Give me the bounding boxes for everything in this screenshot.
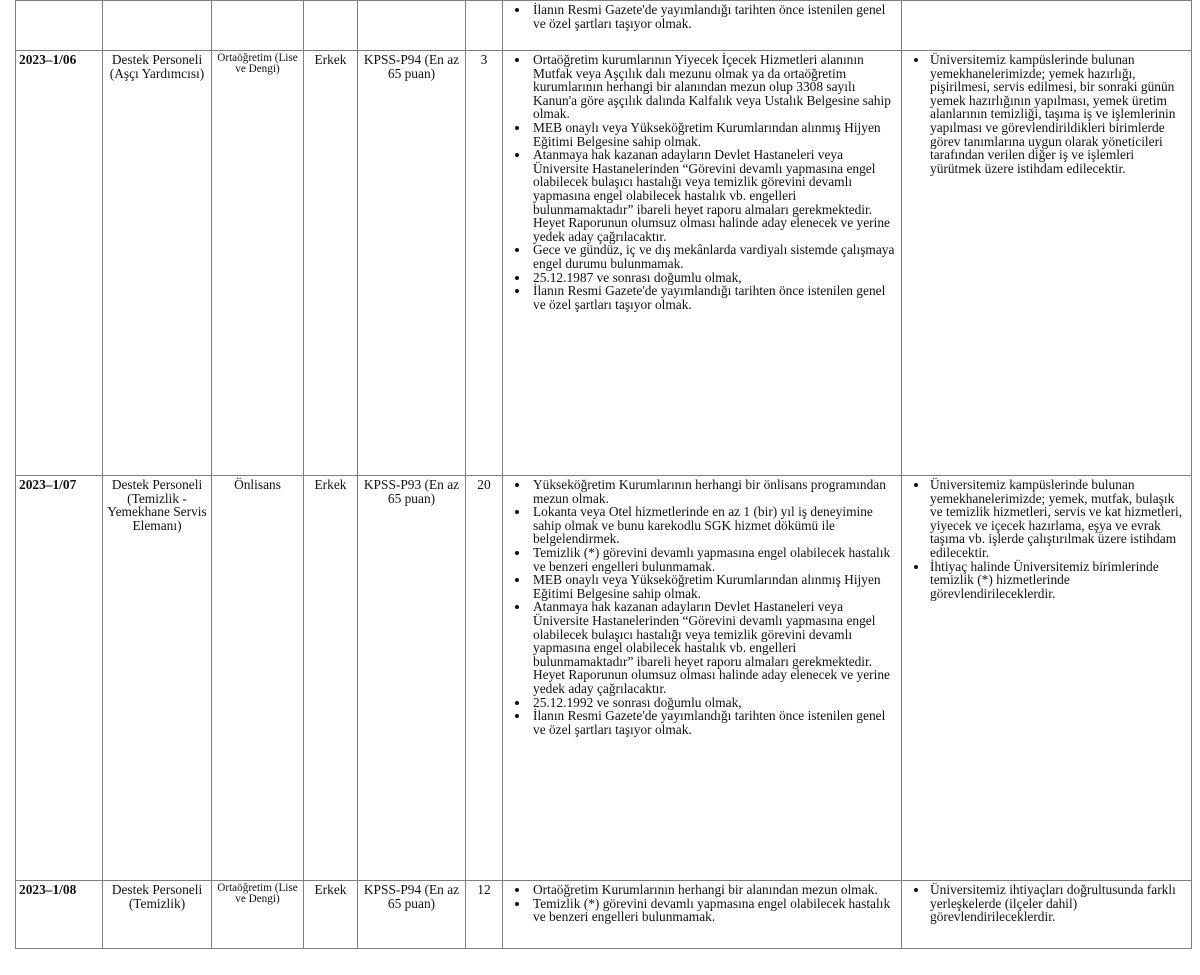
quantity-cell: 3 [466, 51, 503, 476]
position-title-cell: Destek Personeli (Temizlik - Yemekhane Servis Elemanı) [103, 476, 212, 881]
requirement-text: İlanın Resmi Gazete'de yayımlandığı tarihten önce istenilen genel ve özel şartları taşıyor olmak. [533, 708, 886, 737]
duties-list [905, 53, 1188, 175]
list-item [506, 478, 898, 505]
requirement-text: MEB onaylı veya Yükseköğretim Kurumlarından alınmış Hijyen Eğitimi Belgesine sahip olmak. [533, 119, 881, 149]
requirement-text: Temizlik (*) görevini devamlı yapmasına engel olabilecek hastalık ve benzeri engelleri bulunmamak. [533, 895, 891, 925]
duties-list [905, 883, 1188, 924]
bullet-icon [515, 276, 519, 280]
requirement-text: 25.12.1992 ve sonrası doğumlu olmak, [533, 694, 742, 710]
requirement-text: Lokanta veya Otel hizmetlerinde en az 1 (bir) yıl iş deneyimine sahip olmak ve bunu karekodlu SGK hizmet dökümü ile belgelendirmek. [533, 504, 873, 547]
position-title-cell: Destek Personeli (Aşçı Yardımcısı) [103, 51, 212, 476]
bullet-icon [914, 483, 918, 487]
requirement-text: Temizlik (*) görevini devamlı yapmasına engel olabilecek hastalık ve benzeri engelleri bulunmamak. [533, 544, 891, 574]
requirement-text: Gece ve gündüz, iç ve dış mekânlarda vardiyalı sistemde çalışmaya engel durumu bulunmamak. [533, 242, 895, 271]
duties-list [905, 478, 1188, 600]
education-level-cell: Ortaöğretim (Lise ve Dengi) [212, 881, 304, 949]
duties-cell [902, 881, 1192, 949]
job-positions-table [15, 0, 1192, 949]
list-item [506, 883, 898, 897]
requirement-text: İlanın Resmi Gazete'de yayımlandığı tarihten önce istenilen genel ve özel şartları taşıyor olmak. [533, 2, 886, 31]
quantity-cell: 20 [466, 476, 503, 881]
kpss-score-cell: KPSS-P93 (En az 65 puan) [358, 476, 466, 881]
position-code-cell: 2023–1/07 [16, 476, 103, 881]
requirements-list [506, 3, 898, 30]
requirements-list [506, 53, 898, 311]
education-level-cell: Ortaöğretim (Lise ve Dengi) [212, 51, 304, 476]
table-row [16, 476, 1192, 881]
list-item [506, 271, 898, 285]
job-requirements-document [15, 0, 1192, 949]
bullet-icon [515, 578, 519, 582]
list-item [905, 560, 1188, 601]
bullet-icon [515, 58, 519, 62]
education-level-cell [212, 1, 304, 51]
kpss-score-cell: KPSS-P94 (En az 65 puan) [358, 51, 466, 476]
bullet-icon [515, 551, 519, 555]
bullet-icon [515, 153, 519, 157]
quantity-cell [466, 1, 503, 51]
kpss-score-cell: KPSS-P94 (En az 65 puan) [358, 881, 466, 949]
bullet-icon [515, 483, 519, 487]
bullet-icon [515, 605, 519, 609]
list-item [506, 897, 898, 924]
quantity-cell: 12 [466, 881, 503, 949]
bullet-icon [914, 58, 918, 62]
list-item [905, 883, 1188, 924]
duties-cell [902, 51, 1192, 476]
bullet-icon [515, 888, 519, 892]
position-code-cell: 2023–1/06 [16, 51, 103, 476]
bullet-icon [515, 289, 519, 293]
bullet-icon [914, 565, 918, 569]
requirement-text: Atanmaya hak kazanan adayların Devlet Hastaneleri veya Üniversite Hastanelerinden “Görevini devamlı yapmasına engel olabilecek bulaşıcı hastalığı veya temizlik görevini devamlı yapmasına engel olabilecek hastalık vb. engelleri bulunmamaktadır” ibareli heyet raporu almaları gerekmektedir. Heyet Raporunun olumsuz olması halinde aday elenecek ve yerine yedek aday çağrılacaktır. [533, 599, 890, 696]
list-item [506, 53, 898, 121]
gender-cell: Erkek [304, 881, 358, 949]
gender-cell: Erkek [304, 476, 358, 881]
list-item [506, 709, 898, 736]
duty-text: Üniversitemiz ihtiyaçları doğrultusunda farklı yerleşkelerde (ilçeler dahil) görevlendirileceklerdir. [930, 882, 1176, 925]
list-item [506, 284, 898, 311]
position-title-cell: Destek Personeli (Temizlik) [103, 881, 212, 949]
requirement-text: Yükseköğretim Kurumlarının herhangi bir önlisans programından mezun olmak. [533, 477, 886, 506]
requirements-list [506, 478, 898, 736]
requirement-text: Ortaöğretim kurumlarının Yiyecek İçecek Hizmetleri alanının Mutfak veya Aşçılık dalı mezunu olmak ya da ortaöğretim kurumlarının herhangi bir alanından mezun olup 3308 sayılı Kanun'a göre aşçılık dalında Kalfalık veya Ustalık Belgesine sahip olmak. [533, 52, 891, 122]
bullet-icon [515, 8, 519, 12]
bullet-icon [515, 714, 519, 718]
table-row [16, 1, 1192, 51]
duties-cell [902, 1, 1192, 51]
list-item [506, 243, 898, 270]
list-item [506, 505, 898, 546]
kpss-score-cell [358, 1, 466, 51]
bullet-icon [914, 888, 918, 892]
gender-cell: Erkek [304, 51, 358, 476]
requirement-text: İlanın Resmi Gazete'de yayımlandığı tarihten önce istenilen genel ve özel şartları taşıyor olmak. [533, 283, 886, 312]
duties-cell [902, 476, 1192, 881]
list-item [905, 478, 1188, 560]
duty-text: İhtiyaç halinde Üniversitemiz birimlerinde temizlik (*) hizmetlerinde görevlendirileceklerdir. [930, 558, 1159, 601]
list-item [506, 3, 898, 30]
requirement-text: MEB onaylı veya Yükseköğretim Kurumlarından alınmış Hijyen Eğitimi Belgesine sahip olmak. [533, 572, 881, 601]
table-row [16, 51, 1192, 476]
list-item [506, 121, 898, 148]
position-code-cell [16, 1, 103, 51]
bullet-icon [515, 701, 519, 705]
requirement-text: 25.12.1987 ve sonrası doğumlu olmak, [533, 269, 742, 285]
requirement-text: Ortaöğretim Kurumlarının herhangi bir alanından mezun olmak. [533, 882, 878, 897]
requirements-cell [503, 51, 902, 476]
list-item [506, 696, 898, 710]
table-row [16, 881, 1192, 949]
gender-cell [304, 1, 358, 51]
list-item [905, 53, 1188, 175]
bullet-icon [515, 510, 519, 514]
duty-text: Üniversitemiz kampüslerinde bulunan yemekhanelerimizde; yemek hazırlığı, pişirilmesi, servis edilmesi, bir sonraki günün yemek hazırlığının yapılması, yemek üretim alanlarının temizliği, taşıma iş ve işlemlerinin yapılması ve görevlendirildikleri birimlerde görev tanımlarına uygun olarak yöneticileri tarafından verilen diğer iş ve işlemleri yürütmek üzere istihdam edilecektir. [930, 52, 1176, 176]
requirements-list [506, 883, 898, 924]
list-item [506, 600, 898, 695]
list-item [506, 148, 898, 243]
bullet-icon [515, 126, 519, 130]
bullet-icon [515, 902, 519, 906]
requirements-cell [503, 881, 902, 949]
position-title-cell [103, 1, 212, 51]
education-level-cell: Önlisans [212, 476, 304, 881]
list-item [506, 546, 898, 573]
requirements-cell [503, 1, 902, 51]
requirement-text: Atanmaya hak kazanan adayların Devlet Hastaneleri veya Üniversite Hastanelerinden “Görevini devamlı yapmasına engel olabilecek bulaşıcı hastalığı veya temizlik görevini devamlı yapmasına engel olabilecek hastalık vb. engelleri bulunmamaktadır” ibareli heyet raporu almaları gerekmektedir. Heyet Raporunun olumsuz olması halinde aday elenecek ve yerine yedek aday çağrılacaktır. [533, 147, 890, 244]
duty-text: Üniversitemiz kampüslerinde bulunan yemekhanelerimizde; yemek, mutfak, bulaşık ve temizlik hizmetleri, servis ve kat hizmetleri, yiyecek ve içecek hazırlama, eşya ve evrak taşıma vb. işlerde çalıştırılmak üzere istihdam edilecektir. [930, 477, 1183, 560]
requirements-cell [503, 476, 902, 881]
position-code-cell: 2023–1/08 [16, 881, 103, 949]
bullet-icon [515, 248, 519, 252]
list-item [506, 573, 898, 600]
